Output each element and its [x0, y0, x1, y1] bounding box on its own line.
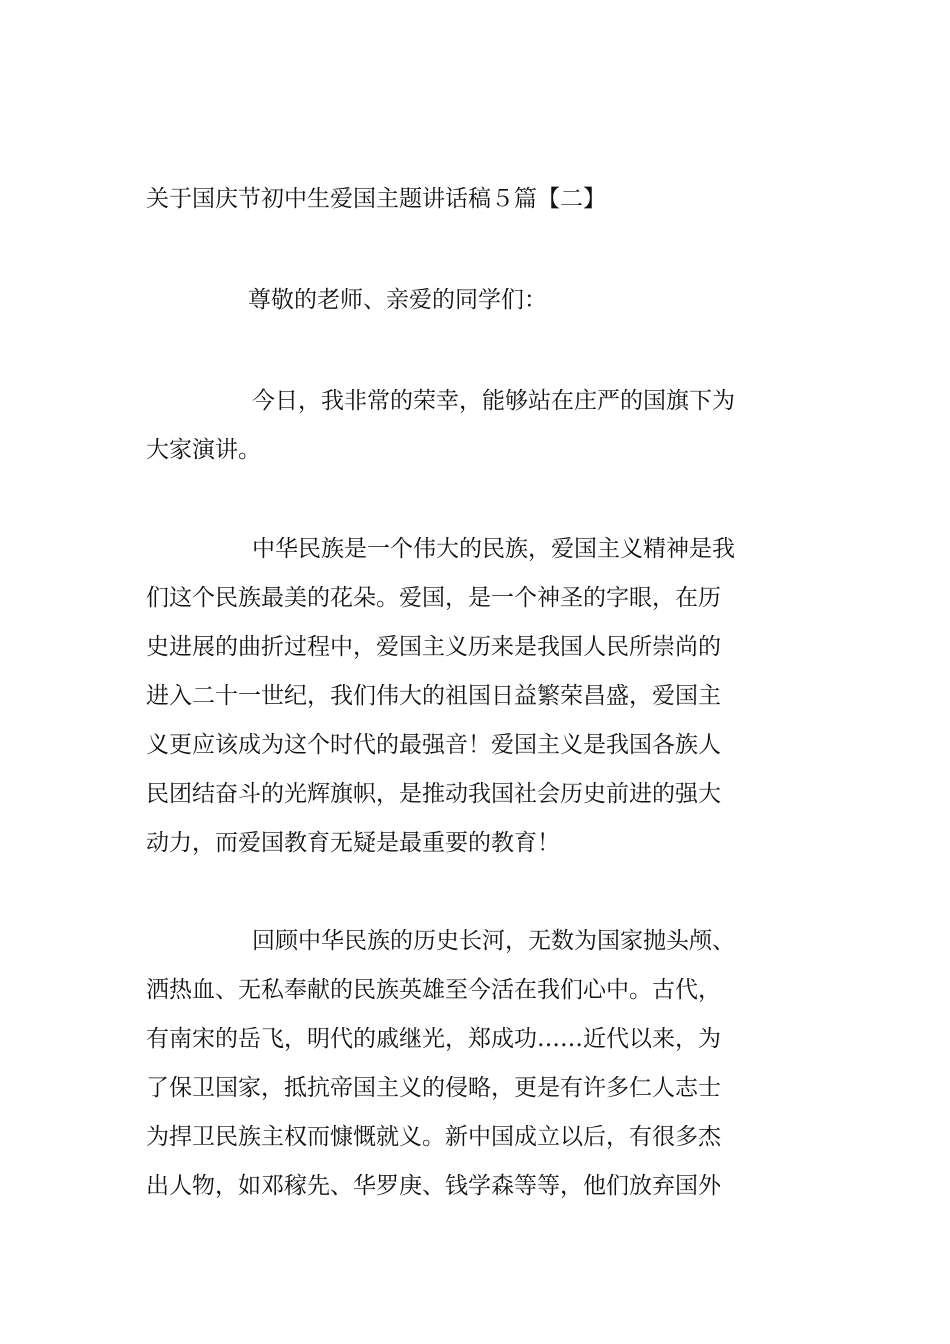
paragraph-line: 进入二十一世纪，我们伟大的祖国日益繁荣昌盛，爱国主: [146, 683, 721, 709]
paragraph-3: [146, 917, 808, 1211]
paragraph-line: 义更应该成为这个时代的最强音！爱国主义是我国各族人: [146, 732, 721, 758]
paragraph-line: 回顾中华民族的历史长河，无数为国家抛头颅、: [252, 928, 735, 954]
paragraph-1: [146, 377, 808, 475]
paragraph-line: 有南宋的岳飞，明代的戚继光，郑成功……近代以来，为: [146, 1026, 721, 1052]
paragraph-line: 今日，我非常的荣幸，能够站在庄严的国旗下为: [252, 388, 735, 414]
paragraph-line: 中华民族是一个伟大的民族，爱国主义精神是我: [252, 536, 735, 562]
paragraph-line: 为捍卫民族主权而慷慨就义。新中国成立以后，有很多杰: [146, 1124, 721, 1150]
paragraph-2: [146, 525, 808, 868]
paragraph-line: 史进展的曲折过程中，爱国主义历来是我国人民所崇尚的: [146, 634, 721, 660]
salutation: 尊敬的老师、亲爱的同学们：: [248, 287, 547, 313]
paragraph-line: 们这个民族最美的花朵。爱国，是一个神圣的字眼，在历: [146, 585, 721, 611]
paragraph-line: 出人物，如邓稼先、华罗庚、钱学森等等，他们放弃国外: [146, 1173, 721, 1199]
paragraph-line: 洒热血、无私奉献的民族英雄至今活在我们心中。古代，: [146, 977, 721, 1003]
paragraph-line: 动力，而爱国教育无疑是最重要的教育！: [146, 830, 560, 856]
document-title: 关于国庆节初中生爱国主题讲话稿５篇【二】: [146, 186, 606, 212]
paragraph-line: 民团结奋斗的光辉旗帜，是推动我国社会历史前进的强大: [146, 781, 721, 807]
paragraph-line: 了保卫国家，抵抗帝国主义的侵略，更是有许多仁人志士: [146, 1075, 721, 1101]
paragraph-line: 大家演讲。: [146, 437, 261, 463]
